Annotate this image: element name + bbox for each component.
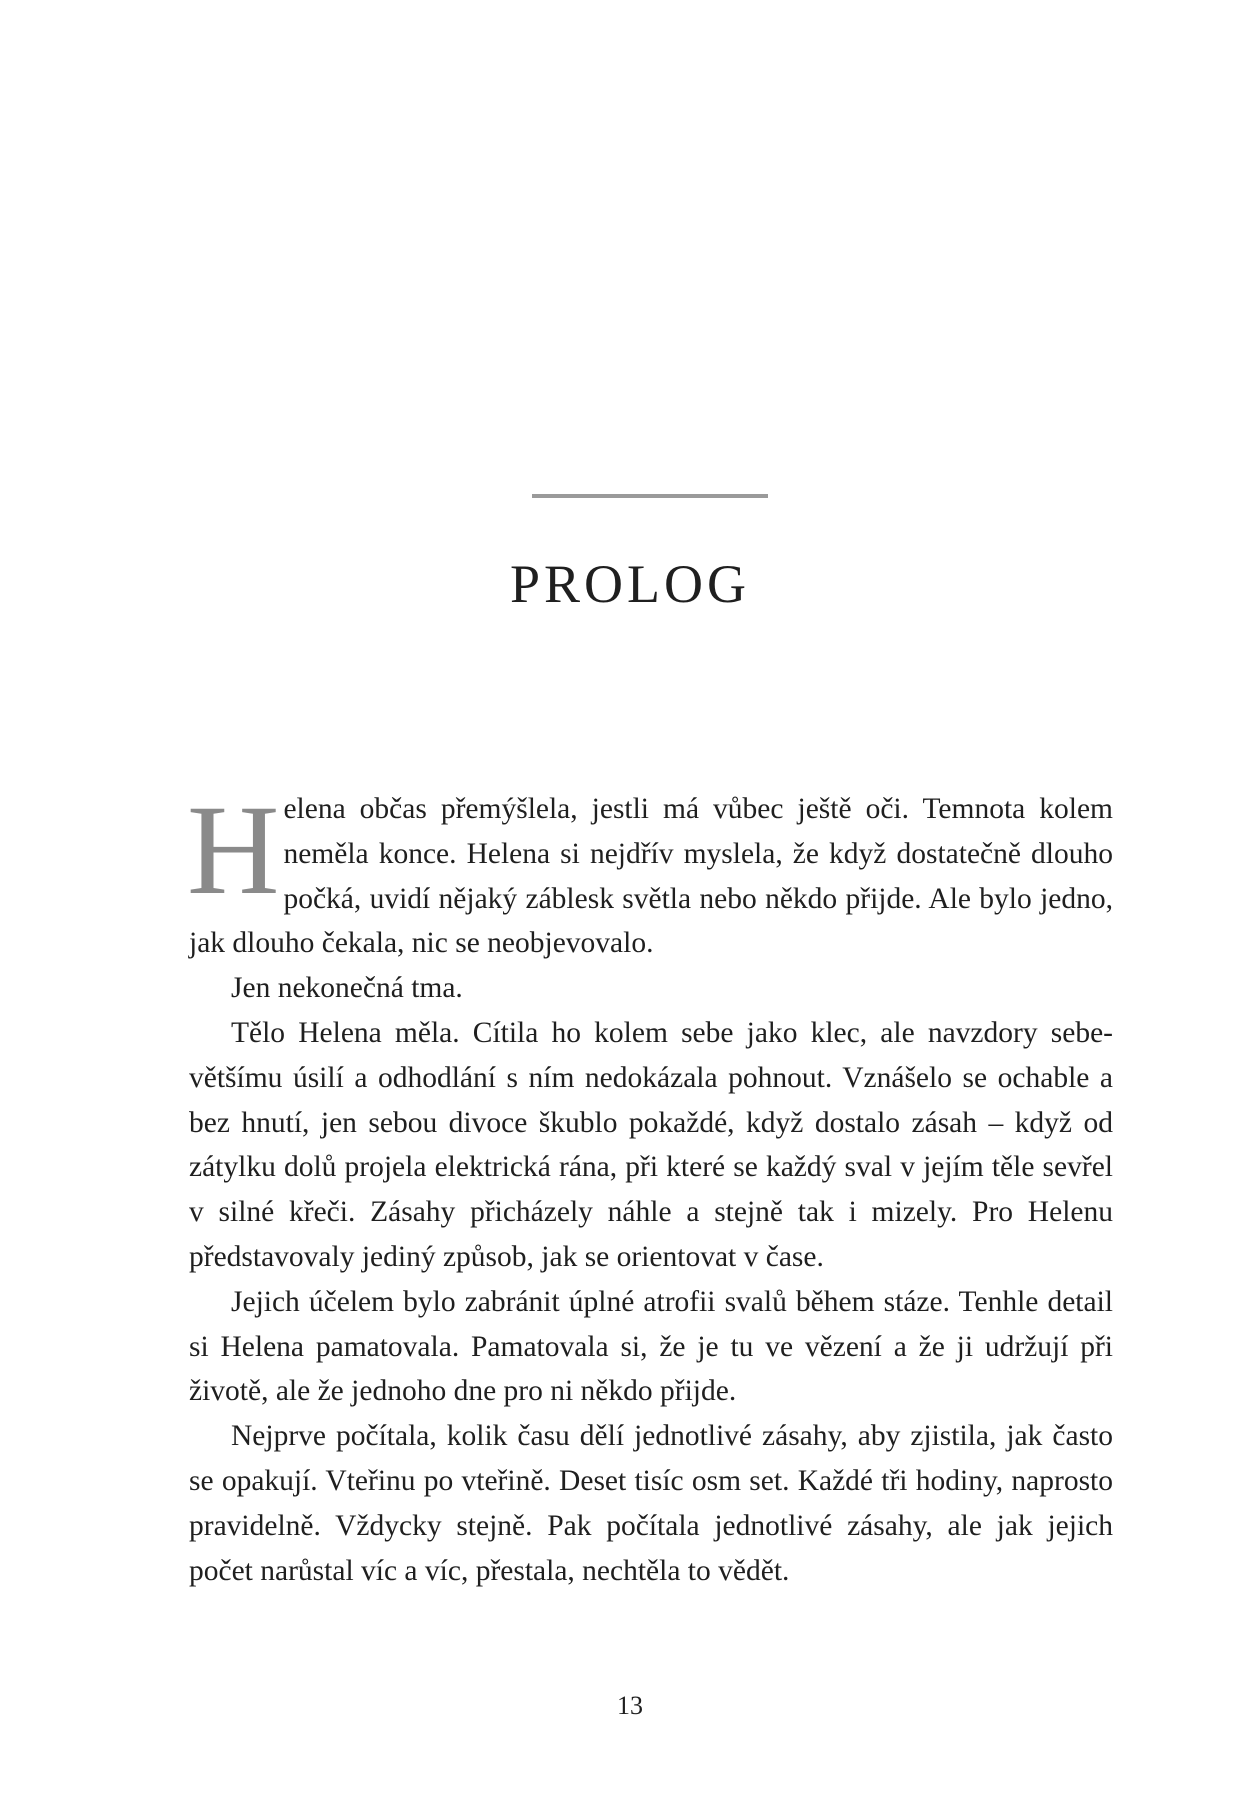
paragraph-1-text: elena občas přemýšlela, jestli má vůbec ještě oči. Temnota kolem neměla konce. Helena si nejdřív myslela, že když dostatečně dlouho počká, uvidí nějaký záblesk světla nebo někdo přijde. Ale bylo jedno, jak dlouho čekala, nic se neobjevovalo. xyxy=(189,793,1113,960)
body-text xyxy=(187,779,1113,1593)
paragraph-1 xyxy=(187,779,1113,966)
page-number: 13 xyxy=(617,1691,643,1720)
paragraph-4: Jejich účelem bylo zabránit úplné atrofii svalů během stáze. Tenhle detail si Helena pamatovala. Pamatovala si, že je tu ve vězení a že ji udržují při životě, ale že jednoho dne pro ni někdo přijde. xyxy=(189,1285,1113,1408)
chapter-title: PROLOG xyxy=(509,554,751,615)
chapter-rule xyxy=(532,494,768,498)
paragraph-3: Tělo Helena měla. Cítila ho kolem sebe jako klec, ale navzdory sebevětšímu úsilí a odhodlání s ním nedokázala pohnout. Vznášelo se ochable a bez hnutí, jen sebou divoce škublo pokaždé, když dostalo zásah – když od zátylku dolů projela elektrická rána, při které se každý sval v jejím těle sevřel v silné křeči. Zásahy přicházely náhle a stejně tak i mizely. Pro Helenu představovaly jediný způsob, jak se orientovat v čase. xyxy=(189,1016,1113,1273)
paragraph-5: Nejprve počítala, kolik času dělí jednotlivé zásahy, aby zjistila, jak často se opakují. Vteřinu po vteřině. Deset tisíc osm set. Každé tři hodiny, naprosto pravidelně. Vždycky stejně. Pak počítala jednotlivé zásahy, ale jak jejich počet narůstal víc a víc, přestala, nechtěla to vědět. xyxy=(189,1420,1113,1587)
paragraph-2: Jen nekonečná tma. xyxy=(231,972,463,1005)
drop-cap: H xyxy=(187,779,280,921)
